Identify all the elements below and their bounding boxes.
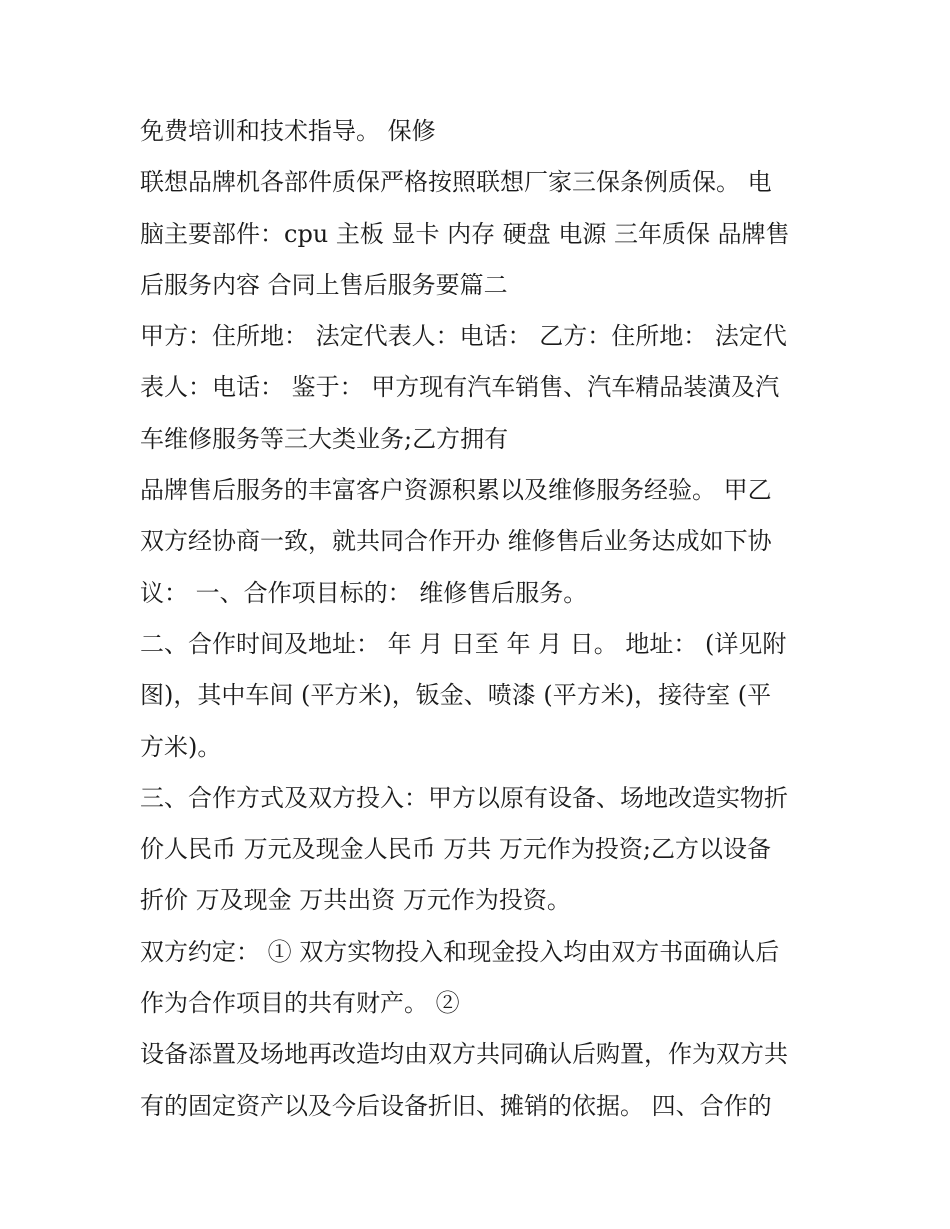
text-line: 图)，其中车间 (平方米)，钣金、喷漆 (平方米)，接待室 (平 [140, 681, 772, 710]
text-line: 方米)。 [140, 732, 222, 761]
text-line: 议： 一、合作项目标的： 维修售后服务。 [140, 578, 588, 607]
text-line: 作为合作项目的共有财产。 ② [140, 989, 460, 1018]
text-line: 三、合作方式及双方投入：甲方以原有设备、场地改造实物折 [140, 783, 788, 812]
text-line: 折价 万及现金 万共出资 万元作为投资。 [140, 886, 571, 915]
document-body [140, 106, 820, 1132]
text-line: 设备添置及场地再改造均由双方共同确认后购置，作为双方共 [140, 1040, 788, 1069]
text-line: 免费培训和技术指导。 保修 [140, 117, 436, 145]
text-line: 表人：电话： 鉴于： 甲方现有汽车销售、汽车精品装潢及汽 [140, 373, 780, 402]
text-line: 品牌售后服务的丰富客户资源积累以及维修服务经验。 甲乙 [140, 476, 772, 505]
text-line: 车维修服务等三大类业务;乙方拥有 [140, 424, 509, 453]
text-line: 价人民币 万元及现金人民币 万共 万元作为投资;乙方以设备 [140, 835, 771, 864]
text-line: 二、合作时间及地址： 年 月 日至 年 月 日。 地址： (详见附 [140, 629, 787, 658]
text-line: 联想品牌机各部件质保严格按照联想厂家三保条例质保。 电 [140, 168, 772, 197]
text-line: 甲方：住所地： 法定代表人：电话： 乙方：住所地： 法定代 [140, 322, 787, 351]
text-line: 有的固定资产以及今后设备折旧、摊销的依据。 四、合作的 [140, 1091, 772, 1120]
text-line: 脑主要部件：cpu 主板 显卡 内存 硬盘 电源 三年质保 品牌售 [140, 219, 790, 248]
text-line: 后服务内容 合同上售后服务要篇二 [140, 270, 508, 299]
text-line: 双方经协商一致，就共同合作开办 维修售后业务达成如下协 [140, 527, 772, 556]
text-line: 双方约定： ① 双方实物投入和现金投入均由双方书面确认后 [140, 937, 780, 966]
